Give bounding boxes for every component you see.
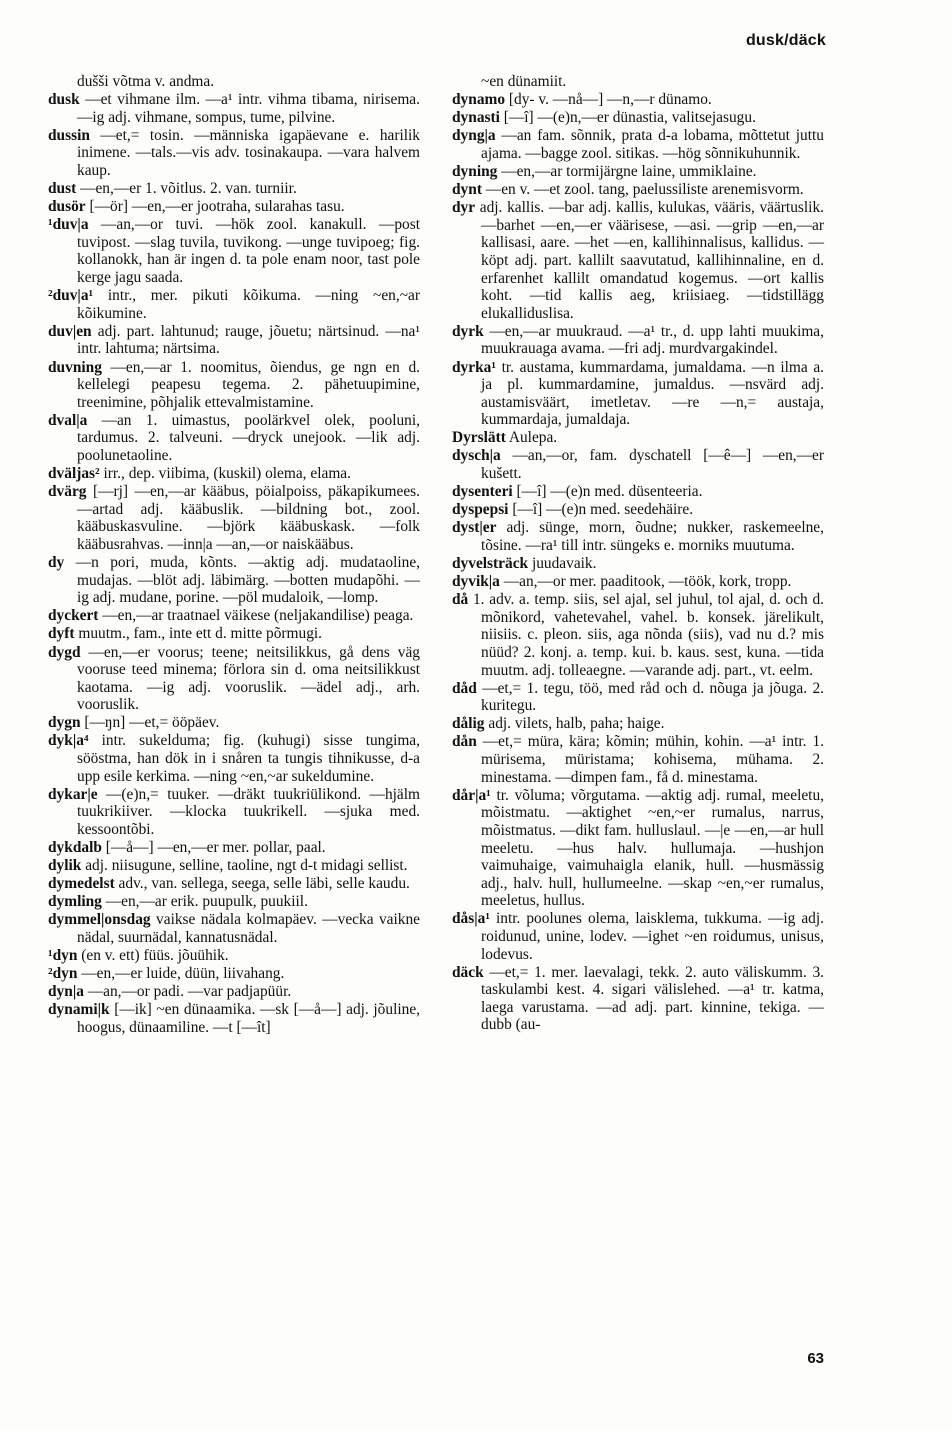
dictionary-entry: dyckert —en,—ar traatnael väikese (neljakandilise) peaga. — [48, 607, 414, 625]
dictionary-entry: ¹duv|a —an,—or tuvi. —hök zool. kanakull. —post tuvipost. —slag tuvila, tuvikong. —unge tuvipoeg; fig. kollanokk, han är ingen d. ta pole enam noor, tast pole kerge jagu saada. — [48, 216, 420, 287]
dictionary-entry: ~en dünamiit. — [481, 73, 567, 90]
dictionary-entry: dusk —et vihmane ilm. —a¹ intr. vihma tibama, nirisema. —ig adj. vihmane, sompus, tume, pilvine. — [48, 91, 420, 126]
dictionary-entry: dval|a —an 1. uimastus, poolärkvel olek, pooluni, tardumus. 2. talveuni. —dryck unejook. —lik adj. poolunetaoline. — [48, 411, 420, 464]
dictionary-entry: dykdalb [—å—] —en,—er mer. pollar, paal. — [48, 839, 326, 857]
dictionary-entry: dvärg [—rj] —en,—ar kääbus, pöialpoiss, päkapikumees. —artad adj. kääbuslik. —bildning bot., zool. kääbuskasvuline. —björk kääbuskask. —folk kääbusrahvas. —inn|a —an,—or naiskääbus. — [48, 483, 420, 553]
dictionary-entry: dyspepsi [—î] —(e)n med. seedehäire. — [452, 501, 694, 519]
dictionary-entry: däck —et,= 1. mer. laevalagi, tekk. 2. auto väliskumm. 3. taskulambi kest. 4. sigari välislehed. —a¹ tr. katma, laega varustama. —ad adj. part. kinnine, tekiga. —dubb (au- — [452, 963, 824, 1034]
dictionary-entry: dålig adj. vilets, halb, paha; haige. — [452, 715, 665, 733]
dictionary-entry: dynamo [dy- v. —nå—] —n,—r dünamo. — [452, 91, 712, 109]
dictionary-entry: dyr adj. kallis. —bar adj. kallis, kulukas, vääris, väärtuslik. —barhet —en,—er väärisese, —asi. —grip —en,—ar kallisasi, aare. —het —en, kallihinnalisus, kallidus. —köpt adj. part. kallilt saavutatud, kallihinnaline, en d. erfarenhet kallilt omandatud kogemus. —ort kallis koht. —tid kallis aeg, kriisiaeg. —tidstillägg elukalliduslisa. — [452, 199, 824, 322]
dictionary-entry: ²dyn —en,—er luide, düün, liivahang. — [48, 965, 285, 983]
running-head: dusk/däck — [745, 32, 826, 49]
dictionary-entry: dyft muutm., fam., inte ett d. mitte põrmugi. — [48, 625, 323, 643]
dictionary-entry: dylik adj. niisugune, selline, taoline, ngt d-t midagi sellist. — [48, 857, 408, 875]
dictionary-entry: dväljas² irr., dep. viibima, (kuskil) olema, elama. — [48, 465, 351, 483]
dictionary-entry: dussin —et,= tosin. —människa igapäevane e. harilik inimene. —tals.—vis adv. tosinakaupa. —vara halvem kaup. — [48, 126, 420, 179]
dictionary-entry: dås|a¹ intr. poolunes olema, laisklema, tukkuma. —ig adj. roidunud, unine, lodev. —ighet ~en roidumus, unisus, lodevus. — [452, 910, 824, 963]
dictionary-entry: dygn [—ŋn] —et,= ööpäev. — [48, 714, 220, 732]
dictionary-entry: dyrka¹ tr. austama, kummardama, jumaldama. —n ilma a. ja pl. kummardamine, jumaldus. —nsvärd adj. austamisväärt, imetletav. —re —n,= austaja, kummardaja, jumaldaja. — [452, 358, 824, 429]
dictionary-entry: duv|en adj. part. lahtunud; rauge, jõuetu; närtsinud. —na¹ intr. lahtuma; närtsima. — [48, 322, 420, 358]
dictionary-entry: dušši võtma v. andma. — [77, 73, 215, 90]
dictionary-entry: dy —n pori, muda, kõnts. —aktig adj. mudataoline, mudajas. —blöt adj. läbimärg. —botten mudapõhi. —ig adj. mudane, porine. —pöl mudaloik, —lomp. — [48, 554, 420, 607]
dictionary-entry: Dyrslätt Aulepa. — [452, 429, 558, 447]
dictionary-entry: dymedelst adv., van. sellega, seega, selle läbi, selle kaudu. — [48, 875, 410, 893]
dictionary-entry: duvning —en,—ar 1. noomitus, õiendus, ge ngn en d. kellelegi peapesu tegema. 2. pähetuupimine, treenimine, põhjalik ettevalmistamine. — [48, 358, 420, 411]
dictionary-entry: då 1. adv. a. temp. siis, sel ajal, sel juhul, tol ajal, d. och d. mõnikord, vahetevahel, vahel. b. konsek. järelikult, niisiis. c. pleon. siis, aga nõnda (siis), vad nu d.? mis nüüd? 2. konj. a. temp. kui. b. kaus. sest, kuna. —tida muutm. adj. tolleaegne. —varande adj. part., vt. eelm. — [452, 591, 824, 679]
dictionary-entry: dusör [—ör] —en,—er jootraha, sularahas tasu. — [48, 198, 345, 216]
dictionary-entry: dyrk —en,—ar muukraud. —a¹ tr., d. upp lahti muukima, muukrauaga avama. —fri adj. murdvargakindel. — [452, 322, 824, 358]
dictionary-entry: dynami|k [—ik] ~en dünaamika. —sk [—å—] adj. jõuline, hoogus, dünaamiline. —t [—ît] — [48, 1001, 420, 1036]
left-column — [48, 73, 420, 1037]
dictionary-entry: dåd —et,= 1. tegu, töö, med råd och d. nõuga ja jõuga. 2. kuritegu. — [452, 679, 824, 715]
dictionary-entry: dymling —en,—ar erik. puupulk, puukiil. — [48, 893, 308, 911]
dictionary-entry: dykar|e —(e)n,= tuuker. —dräkt tuukriülikond. —hjälm tuukrikiiver. —klocka tuukrikell. —sjuka med. kessoontõbi. — [48, 785, 420, 838]
dictionary-entry: dysenteri [—î] —(e)n med. düsenteeria. — [452, 483, 703, 501]
dictionary-entry: dån —et,= müra, kära; kõmin; mühin, kohin. —a¹ intr. 1. mürisema, müristama; kohisema, mühama. 2. minestama. —dimpen fam., få d. minestama. — [452, 733, 824, 786]
dictionary-entry: dymmel|onsdag vaikse nädala kolmapäev. —vecka vaikne nädal, suurnädal, kannatusnädal. — [48, 911, 420, 946]
dictionary-entry: dyng|a —an fam. sõnnik, prata d-a lobama, mõttetut juttu ajama. —bagge zool. sitikas. —hög sõnnikuhunnik. — [452, 127, 824, 162]
dictionary-entry: dyvik|a —an,—or mer. paaditook, —töök, kork, tropp. — [452, 573, 792, 591]
dictionary-entry: dår|a¹ tr. võluma; võrgutama. —aktig adj. rumal, meeletu, mõistmatu. —aktighet ~en,~er rumalus, narrus, mõistmatus. —dikt fam. hulluslaul. —|e —en,—ar hull meeletu. —hus halv. hullumaja. —hushjon vaimuhaige, vaimuhaigla elanik, hull. —husmässig adj., halv. hull, hullumeelne. —skap ~en,~er rumalus, meeletus, hullus. — [452, 786, 824, 910]
dictionary-entry: dyk|a⁴ intr. sukelduma; fig. (kuhugi) sisse tungima, sööstma, han dök in i snåren ta tungis tihnikusse, d-a upp esile kerkima. —ning ~en,~ar sukeldumine. — [48, 732, 420, 785]
dictionary-entry: dyvelsträck juudavaik. — [452, 555, 597, 573]
dictionary-entry: dynasti [—î] —(e)n,—er dünastia, valitsejasugu. — [452, 109, 756, 127]
dictionary-entry: ¹dyn (en v. ett) füüs. jõuühik. — [48, 947, 229, 965]
dictionary-entry: dyst|er adj. sünge, morn, õudne; nukker, raskemeelne, tõsine. —ra¹ till intr. süngeks e. morniks muutuma. — [452, 519, 824, 554]
dictionary-entry: dyning —en,—ar tormijärgne laine, ummiklaine. — [452, 162, 757, 180]
right-column — [452, 73, 824, 1035]
page-number: 63 — [807, 1350, 824, 1367]
dictionary-entry: dynt —en v. —et zool. tang, paelussiliste arenemisvorm. — [452, 181, 804, 199]
dictionary-entry: dysch|a —an,—or, fam. dyschatell [—ê—] —en,—er kušett. — [452, 447, 824, 483]
dictionary-entry: dyn|a —an,—or padi. —var padjapüür. — [48, 983, 292, 1001]
dictionary-entry: dygd —en,—er voorus; teene; neitsilikkus, gå dens väg vooruse teed minema; förlora sin d. oma neitsilikkust kaotama. —ig adj. vooruslik. —ädel adj., arh. vooruslik. — [48, 643, 420, 714]
dictionary-entry: dust —en,—er 1. võitlus. 2. van. turniir. — [48, 180, 297, 198]
dictionary-entry: ²duv|a¹ intr., mer. pikuti kõikuma. —ning ~en,~ar kõikumine. — [48, 287, 420, 322]
